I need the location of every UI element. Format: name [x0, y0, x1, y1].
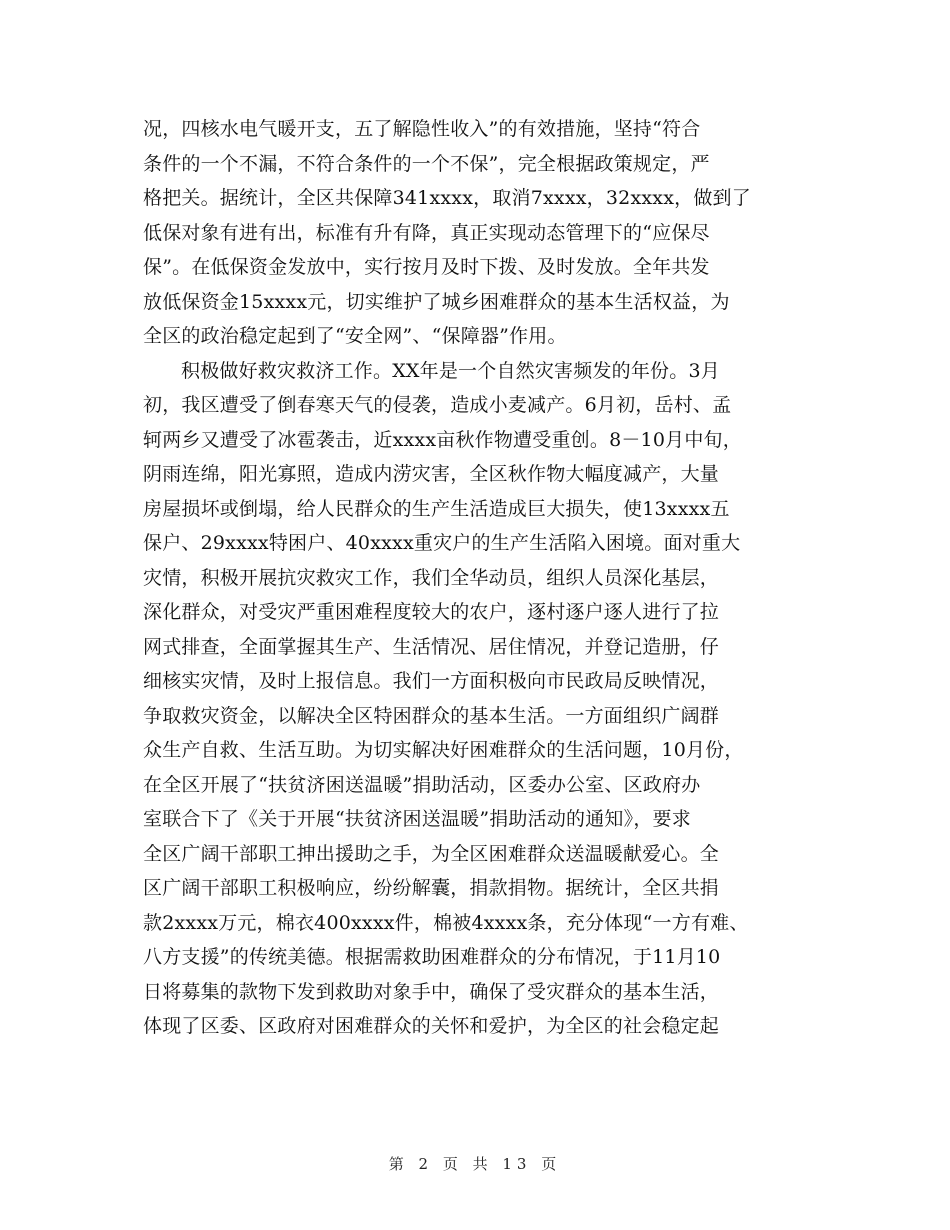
text-line-11: 阴雨连绵，阳光寡照，造成内涝灾害，全区秋作物大幅度减产，大量	[143, 463, 720, 485]
page-number-footer: 第 2 页 共 13 页	[388, 1155, 562, 1173]
text-line-3: 格把关。据统计，全区共保障341xxxx，取消7xxxx，32xxxx，做到了	[143, 187, 751, 209]
text-line-22: 全区广阔干部职工抻出援助之手，为全区困难群众送温暖献爱心。全	[143, 842, 720, 865]
text-line-18: 争取救灾资金，以解决全区特困群众的基本生活。一方面组织广阔群	[143, 704, 720, 727]
text-line-2: 条件的一个不漏，不符合条件的一个不保”，完全根据政策规定，严	[143, 152, 710, 175]
text-line-23: 区广阔干部职工积极响应，纷纷解囊，捐款捐物。据统计，全区共捐	[143, 877, 720, 899]
text-line-19: 众生产自救、生活互助。为切实解决好困难群众的生活问题，10月份，	[143, 739, 744, 761]
text-line-13: 保户、29xxxx特困户、40xxxx重灾户的生产生活陷入困境。面对重大	[143, 532, 741, 554]
body-text	[143, 112, 843, 1044]
text-line-1: 况，四核水电气暖开支，五了解隐性收入”的有效措施，坚持“符合	[143, 118, 701, 140]
text-line-5: 保”。在低保资金发放中，实行按月及时下拨、及时发放。全年共发	[143, 256, 710, 278]
text-line-6: 放低保资金15xxxx元，切实维护了城乡困难群众的基本生活权益，为	[143, 290, 730, 313]
text-line-7: 全区的政治稳定起到了“安全网”、“保障器”作用。	[143, 325, 567, 347]
text-line-10: 轲两乡又遭受了冰雹袭击，近xxxx亩秋作物遭受重创。8－10月中旬，	[143, 428, 742, 451]
text-line-20: 在全区开展了“扶贫济困送温暖”捐助活动，区委办公室、区政府办	[143, 773, 701, 796]
text-line-14: 灾情，积极开展抗灾救灾工作，我们全华动员，组织人员深化基层，	[143, 566, 720, 589]
text-line-25: 八方支援”的传统美德。根据需救助困难群众的分布情况，于11月10	[143, 946, 721, 968]
text-line-12: 房屋损坏或倒塌，给人民群众的生产生活造成巨大损失，使13xxxx五	[143, 497, 730, 520]
paragraph-start-line: 积极做好救灾救济工作。XX年是一个自然灾害频发的年份。3月	[181, 359, 720, 382]
text-line-15: 深化群众，对受灾严重困难程度较大的农户，逐村逐户逐人进行了拉	[143, 601, 720, 623]
text-line-27: 体现了区委、区政府对困难群众的关怀和爱护，为全区的社会稳定起	[143, 1015, 720, 1037]
text-line-9: 初，我区遭受了倒春寒天气的侵袭，造成小麦减产。6月初，岳村、孟	[143, 394, 732, 416]
text-line-4: 低保对象有进有出，标准有升有降，真正实现动态管理下的“应保尽	[143, 221, 710, 244]
text-line-26: 日将募集的款物下发到救助对象手中，确保了受灾群众的基本生活，	[143, 980, 720, 1003]
text-line-21: 室联合下了《关于开展“扶贫济困送温暖”捐助活动的通知》，要求	[143, 808, 691, 830]
text-line-24: 款2xxxx万元，棉衣400xxxx件，棉被4xxxx条，充分体现“一方有难、	[143, 911, 749, 934]
text-line-17: 细核实灾情，及时上报信息。我们一方面积极向市民政局反映情况，	[143, 670, 720, 692]
text-line-16: 网式排查，全面掌握其生产、生活情况、居住情况，并登记造册，仔	[143, 635, 720, 658]
